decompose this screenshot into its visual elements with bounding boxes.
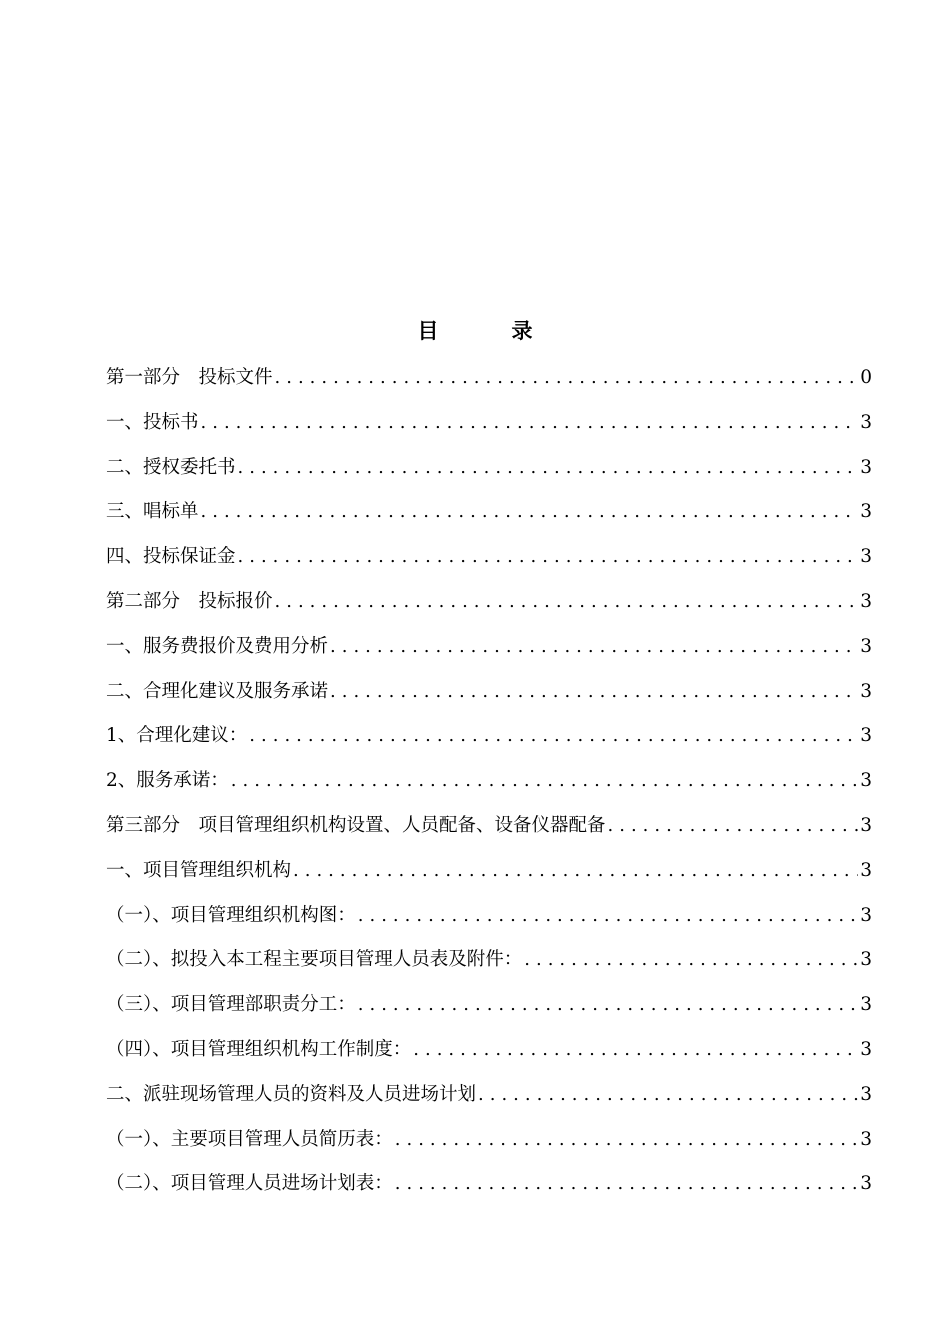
toc-dot-leader (608, 808, 859, 844)
toc-dot-leader (238, 539, 859, 575)
toc-entry-page: 3 (860, 1128, 872, 1150)
toc-entry-page: 3 (860, 590, 872, 612)
toc-entry[interactable] (106, 1166, 872, 1211)
toc-entry[interactable] (106, 629, 872, 674)
toc-entry[interactable] (106, 405, 872, 450)
toc-entry-label: 1、合理化建议： (106, 725, 248, 747)
toc-dot-leader (249, 718, 858, 754)
toc-entry[interactable] (106, 763, 872, 808)
toc-entry-page: 3 (860, 859, 872, 881)
toc-entry-page: 3 (860, 546, 872, 568)
toc-dot-leader (330, 629, 858, 665)
toc-entry[interactable] (106, 853, 872, 898)
toc-dot-leader (478, 1077, 858, 1113)
toc-entry-page: 3 (860, 770, 872, 792)
toc-entry-label: 第一部分 投标文件 (106, 367, 273, 388)
toc-dot-leader (330, 674, 858, 710)
toc-dot-leader (395, 1166, 858, 1202)
toc-entry-label: 一、服务费报价及费用分析 (106, 635, 329, 657)
toc-entry-label: 第二部分 投标报价 (106, 590, 273, 612)
toc-entry-label: 一、投标书 (106, 411, 199, 433)
toc-entry-label: 二、派驻现场管理人员的资料及人员进场计划 (106, 1083, 477, 1105)
toc-dot-leader (293, 853, 858, 889)
toc-entry-page: 0 (860, 367, 872, 388)
toc-entry-label: 2、服务承诺： (106, 770, 229, 792)
toc-entry-page: 3 (860, 1173, 872, 1195)
toc-entry-part-1[interactable] (106, 360, 872, 405)
toc-entry[interactable] (106, 1032, 872, 1077)
toc-entry-label: （一）、项目管理组织机构图： (106, 904, 356, 926)
toc-entry-page: 3 (860, 949, 872, 971)
toc-entry-page: 3 (860, 904, 872, 926)
toc-entry-label: （三）、项目管理部职责分工： (106, 994, 356, 1016)
toc-dot-leader (231, 763, 858, 799)
toc-entry-label: （二）、项目管理人员进场计划表： (106, 1173, 393, 1195)
toc-entry-label: 二、合理化建议及服务承诺 (106, 680, 329, 702)
toc-entry[interactable] (106, 494, 872, 539)
toc-entry-page: 3 (860, 994, 872, 1016)
toc-entry-page: 3 (860, 635, 872, 657)
toc-dot-leader (395, 1122, 858, 1158)
toc-entry[interactable] (106, 1077, 872, 1122)
toc-dot-leader (201, 405, 859, 441)
toc-entry-label: 一、项目管理组织机构 (106, 859, 292, 881)
toc-dot-leader (358, 898, 858, 934)
toc-entry-page: 3 (860, 501, 872, 523)
toc-entry-page: 3 (860, 1038, 872, 1060)
toc-entry-part-2[interactable] (106, 584, 872, 629)
toc-entry-label: （二）、拟投入本工程主要项目管理人员表及附件： (106, 949, 523, 971)
toc-entry-label: 二、授权委托书 (106, 456, 236, 478)
toc-entry-label: 三、唱标单 (106, 501, 199, 523)
toc-entry-part-3[interactable] (106, 808, 872, 853)
toc-entry[interactable] (106, 450, 872, 495)
toc-entry-page: 3 (860, 456, 872, 478)
toc-entry[interactable] (106, 1122, 872, 1167)
toc-entry-label: 第三部分 项目管理组织机构设置、人员配备、设备仪器配备 (106, 814, 606, 836)
toc-dot-leader (238, 450, 859, 486)
toc-entry[interactable] (106, 718, 872, 763)
toc-dot-leader (358, 987, 858, 1023)
toc-entry-page: 3 (860, 411, 872, 433)
toc-entry-page: 3 (860, 725, 872, 747)
toc-entry[interactable] (106, 674, 872, 719)
toc-list (106, 360, 872, 1211)
toc-dot-leader (275, 360, 859, 396)
toc-entry[interactable] (106, 539, 872, 584)
toc-entry[interactable] (106, 942, 872, 987)
toc-entry[interactable] (106, 898, 872, 943)
toc-dot-leader (524, 942, 858, 978)
toc-dot-leader (201, 494, 859, 530)
toc-entry-label: （一）、主要项目管理人员简历表： (106, 1128, 393, 1150)
toc-entry-label: （四）、项目管理组织机构工作制度： (106, 1038, 412, 1060)
toc-entry-page: 3 (860, 1083, 872, 1105)
toc-dot-leader (413, 1032, 858, 1068)
toc-entry-label: 四、投标保证金 (106, 546, 236, 568)
toc-dot-leader (275, 584, 859, 620)
toc-entry-page: 3 (860, 814, 872, 836)
toc-entry[interactable] (106, 987, 872, 1032)
toc-title: 目 录 (417, 318, 559, 343)
toc-entry-page: 3 (860, 680, 872, 702)
